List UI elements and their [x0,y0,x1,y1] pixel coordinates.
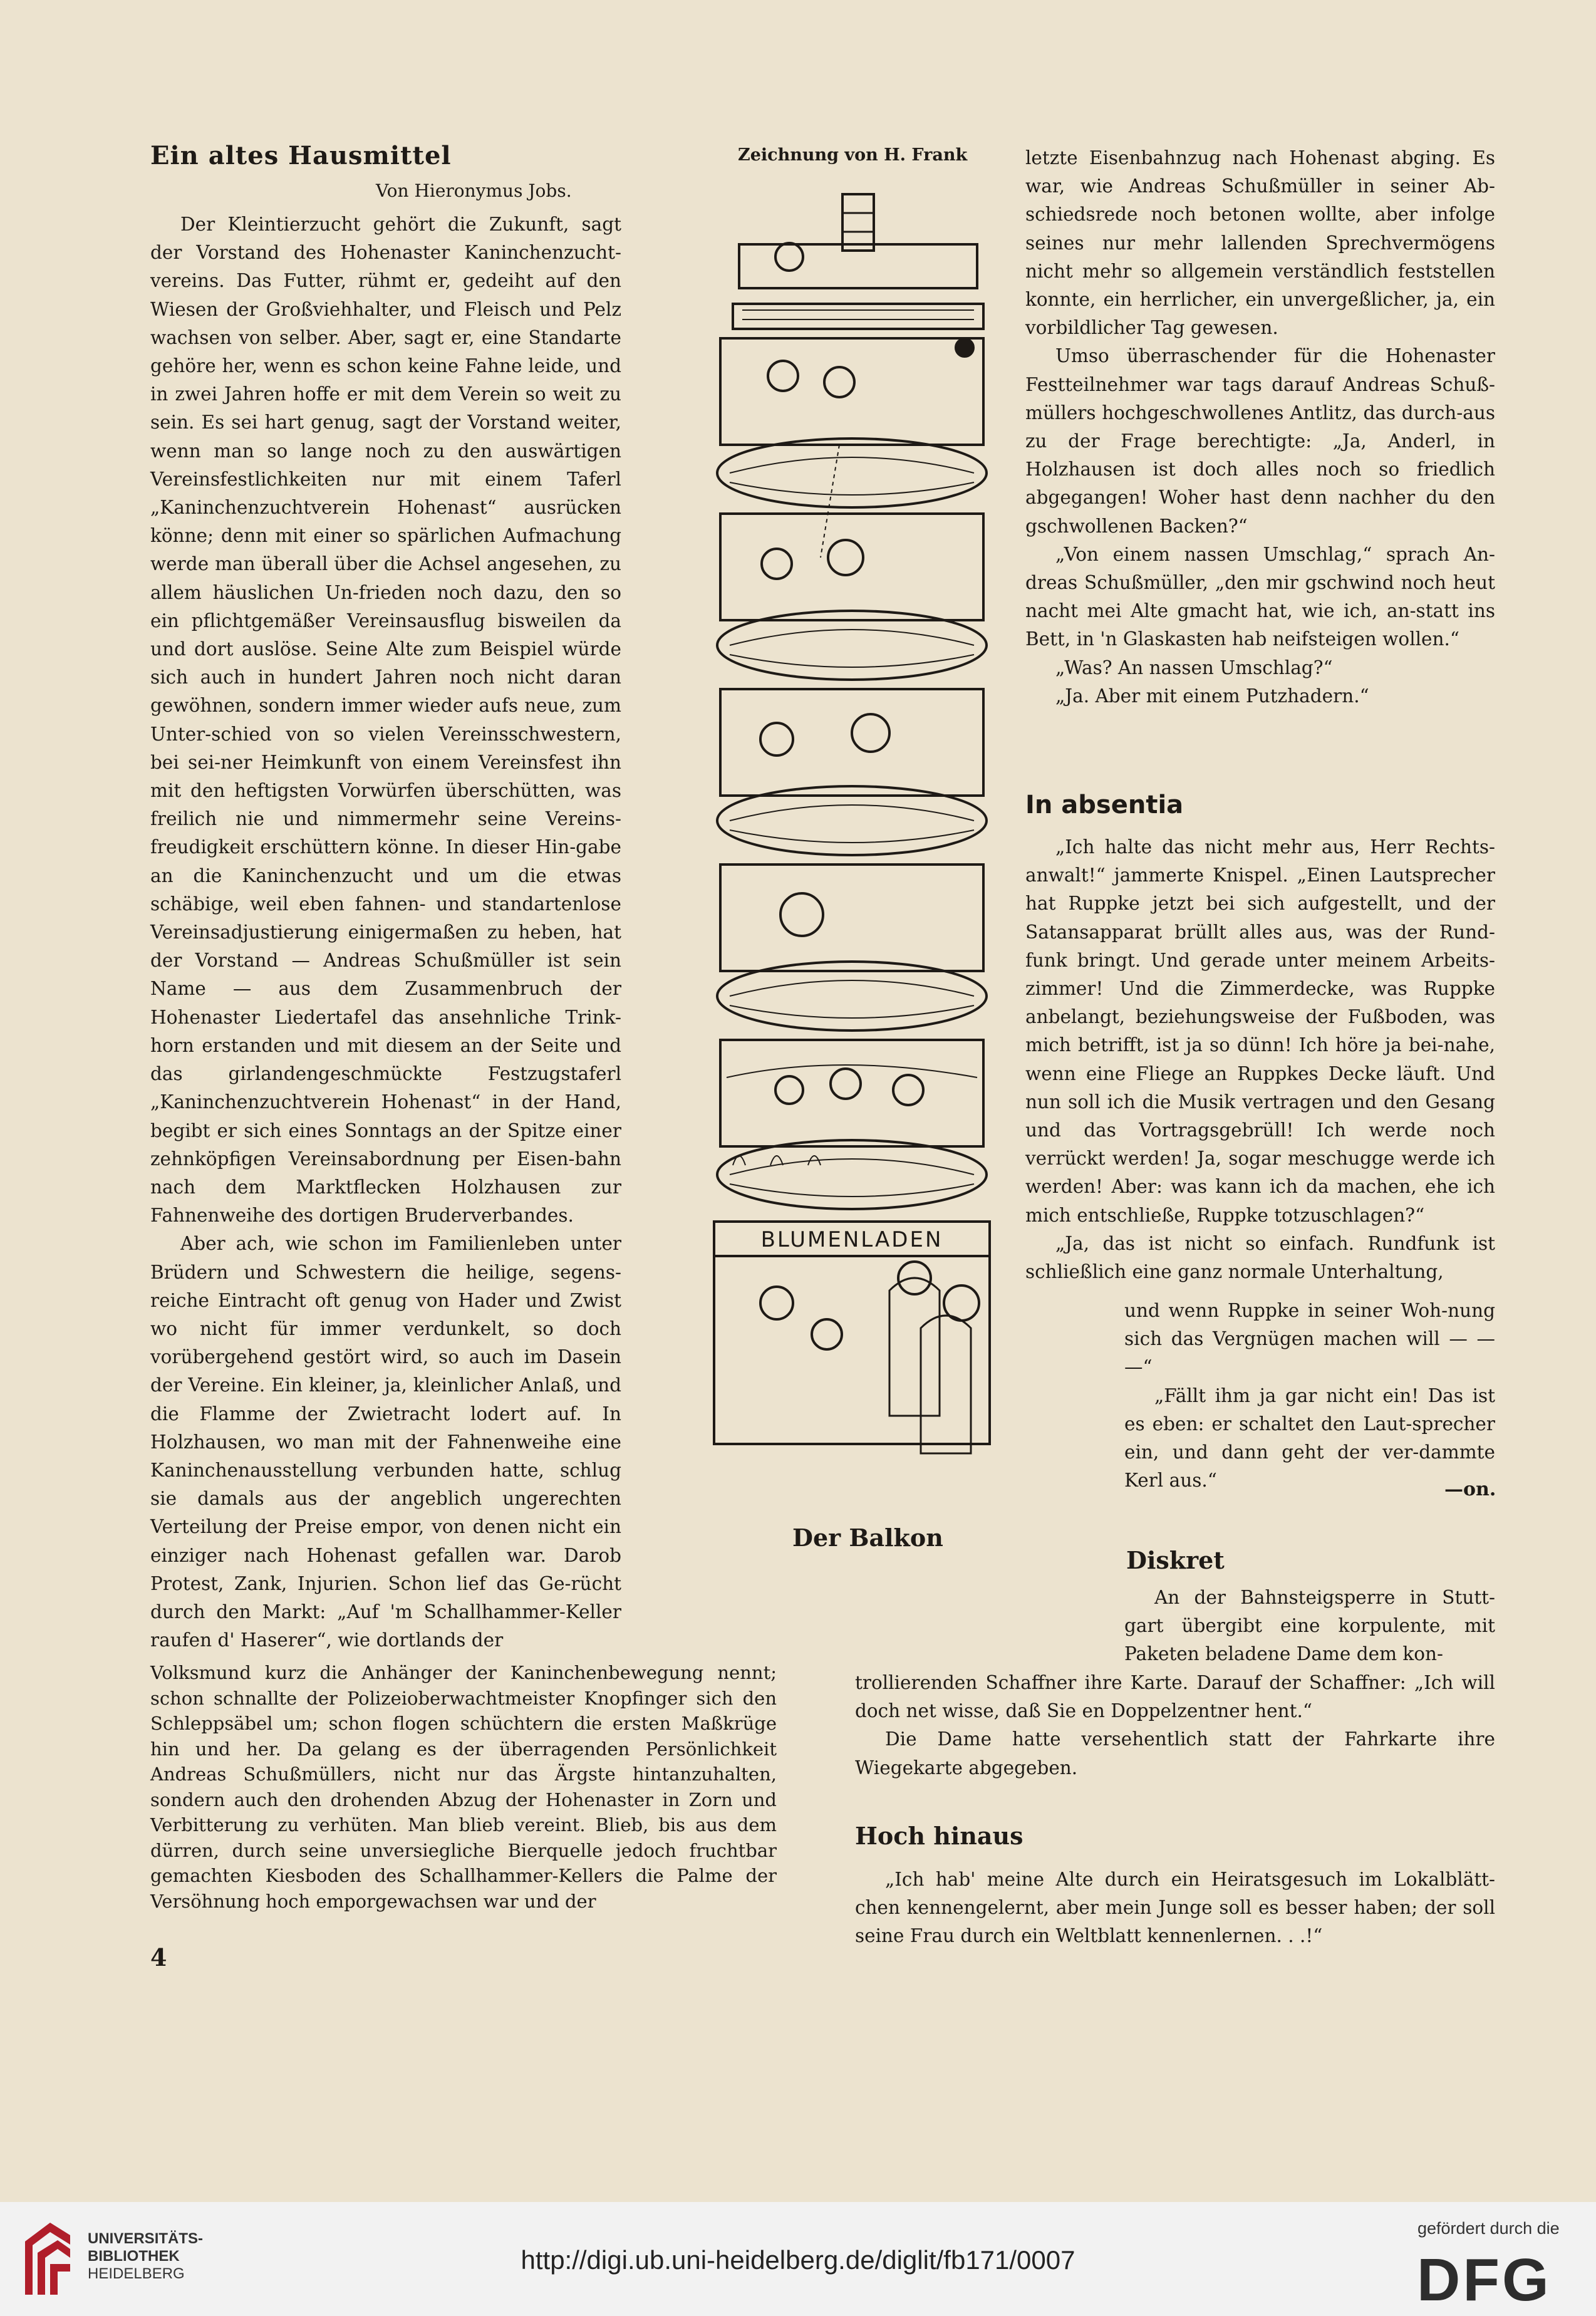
balcony-floor-2 [720,514,983,620]
paragraph: Umso überraschender für die Hohenaster Festteilnehmer war tags darauf Andreas Schuß-müllers hochgeschwollenes Antlitz, das durch-aus zu der Frage berechtigte: „Ja, Anderl, in Holzhausen ist doch alles noch so friedlich abgegangen! Woher hast denn nachher du den gschwollenen Backen?“ [1025,345,1495,537]
article-bottom-continuation [150,1660,777,1914]
article-title: Diskret [1126,1546,1225,1574]
balcony-floor-5 [720,1040,983,1146]
article-in-absentia-narrow [1124,1297,1495,1495]
paragraph: Die Dame hatte versehentlich statt der Fahrkarte ihre Wiegekarte abgegeben. [855,1728,1495,1779]
balcony-floor-4 [720,865,983,971]
illustration-caption: Der Balkon [792,1524,943,1552]
paragraph: „Fällt ihm ja gar nicht ein! Das ist es eben: er schaltet den Laut-sprecher ein, und dann geht der ver-dammte Kerl aus.“ [1124,1384,1495,1492]
article-signature: —on. [1444,1478,1496,1500]
library-name-line: UNIVERSITÄTS- [88,2230,204,2247]
article-byline: Von Hieronymus Jobs. [376,180,572,201]
paragraph: „Ich halte das nicht mehr aus, Herr Rechts-anwalt!“ jammerte Knispel. „Einen Lautsprecher hat Ruppke jetzt bei sich aufgestellt, und der Satansapparat brüllt alles aus, was der Rund-funk bringt. Und gerade unter meinem Arbeits-zimmer! Und die Zimmerdecke, was Ruppke anbelangt, beziehungsweise der Fußboden, was mich betrifft, ist ja so dünn! Ich höre ja bei-nahe, wenn eine Fliege an Ruppkes Decke läuft. Und nun soll ich die Musik vertragen und den Gesang und das Vortragsgebrüll! Ich werde noch verrückt werden! Ja, sogar meschugge werde ich werden! Aber: was kann ich da machen, ehe ich mich entschließe, Ruppke totzuschlagen?“ [1025,836,1495,1226]
library-name-line: BIBLIOTHEK [88,2248,180,2265]
paragraph: trollierenden Schaffner ihre Karte. Darauf der Schaffner: „Ich will doch net wisse, daß Sie en Doppelzentner hent.“ [855,1672,1495,1722]
dfg-logo: DFG [1417,2246,1552,2313]
paragraph: „Ja, das ist nicht so einfach. Rundfunk ist schließlich eine ganz normale Unterhaltung, [1025,1232,1495,1283]
article-column-right [1025,144,1495,710]
paragraph: letzte Eisenbahnzug nach Hohenast abging. Es war, wie Andreas Schußmüller in seiner Ab-schiedsrede noch betonen wollte, aber infolge seines nur mehr lallenden Sprechvermögens nicht mehr so allgemein verständlich feststellen konnte, ein herrlicher, ein unvergeßlicher, ja, ein vorbildlicher Tag gewesen. [1025,147,1495,339]
article-column-left [150,210,621,1654]
article-title: In absentia [1025,791,1184,819]
paragraph: „Was? An nassen Umschlag?“ [1055,657,1333,678]
document-url-link[interactable]: http://digi.ub.uni-heidelberg.de/diglit/fb171/0007 [521,2245,1075,2275]
article-diskret-wide [855,1669,1495,1782]
paragraph: „Ich hab' meine Alte durch ein Heiratsgesuch im Lokalblätt-chen kennengelernt, aber mein Junge soll es besser haben; der soll seine Frau durch ein Weltblatt kennenlernen. . .!“ [855,1869,1495,1947]
sponsor-label: gefördert durch die [1417,2219,1560,2238]
paragraph: Volksmund kurz die Anhänger der Kaninchenbewegung nennt; schon schnallte der Polizeioberwachtmeister Knopfinger sich den Schleppsäbel um; schon flogen schüchtern die ersten Maßkrüge hin und her. Da gelang es der überragenden Persönlichkeit Andreas Schußmüllers, nicht nur das Ärgste hintanzuhalten, sondern auch den drohenden Abzug der Hohenaster in Zorn und Verbitterung zu verhüten. Man blieb vereint. Blieb, bis aus dem dürren, durch seine unversiegliche Bierquelle jedoch fruchtbar gemachten Kiesboden des Schallhammer-Kellers die Palme der Versöhnung hoch emporgewachsen war und der [150,1662,777,1912]
balcony-illustration [683,188,1052,1516]
paragraph: und wenn Ruppke in seiner Woh-nung sich das Vergnügen machen will — — —“ [1124,1300,1495,1378]
shop-sign-text: BLUMENLADEN [760,1227,943,1252]
article-diskret-narrow [1124,1584,1495,1669]
cushion-shape [717,439,987,507]
cornice-shape [733,304,983,329]
illustration-credit: Zeichnung von H. Frank [738,145,968,165]
shop-front [714,1256,990,1444]
library-name-line: HEIDELBERG [88,2265,185,2282]
article-title: Ein altes Hausmittel [150,141,452,170]
article-title: Hoch hinaus [855,1822,1023,1850]
article-in-absentia [1025,833,1495,1286]
page-number: 4 [150,1943,167,1971]
paragraph: An der Bahnsteigsperre in Stutt-gart übergibt eine korpulente, mit Paketen beladene Dame dem kon- [1124,1587,1495,1665]
paragraph: Der Kleintierzucht gehört die Zukunft, sagt der Vorstand des Hohenaster Kaninchenzucht-vereins. Das Futter, rühmt er, gedeiht auf den Wiesen der Großviehhalter, und Fleisch und Pelz wachsen von selber. Aber, sagt er, eine Standarte gehöre her, wenn es schon keine Fahne leide, und in zwei Jahren hoffe er mit dem Verein so weit zu sein. Es sei hart genug, sagt der Vorstand weiter, wenn man so lange noch zu den auswärtigen Vereinsfestlichkeiten nur mit einem Taferl „Kaninchenzuchtverein Hohenast“ ausrücken könne; denn mit einer so spärlichen Aufmachung werde man überall über die Achsel angesehen, zu allem häuslichen Un-frieden noch dazu, den so ein pflichtgemäßer Vereinsausflug bisweilen da und dort auslöse. Seine Alte zum Beispiel würde sich auch in hundert Jahren noch nicht daran gewöhnen, sondern immer wieder aufs neue, zum Unter-schied von so vielen Vereinsschwestern, bei sei-ner Heimkunft von einem Vereinsfest ihn mit den heftigsten Vorwürfen überschütten, was freilich nie und nimmermehr seine Vereins-freudigkeit erschüttern könne. In dieser Hin-gabe an die Kaninchenzucht und um die etwas schäbige, weil eben fahnen- und standartenlose Vereinsadjustierung einigermaßen zu heben, hat der Vorstand — Andreas Schußmüller ist sein Name — aus dem Zusammenbruch der Hohenaster Liedertafel das ansehnliche Trink-horn erstanden und mit diesem an der Seite und das girlandengeschmückte Festzugstaferl „Kaninchenzuchtverein Hohenast“ in der Hand, begibt er sich eines Sonntags an der Spitze einer zehnköpfigen Vereinsabordnung per Eisen-bahn nach dem Marktflecken Holzhausen zur Fahnenweihe des dortigen Bruderverbandes. [150,214,621,1227]
paragraph: „Von einem nassen Umschlag,“ sprach An-dreas Schußmüller, „den mir gschwind noch heut nacht mei Alte gmacht hat, wie ich, an-statt ins Bett, in 'n Glaskasten hab neifsteigen wollen.“ [1025,543,1495,650]
article-hoch-hinaus [855,1866,1495,1951]
paragraph: Aber ach, wie schon im Familienleben unter Brüdern und Schwestern die heilige, segens-reiche Eintracht oft genug von Hader und Zwist wo nicht für immer verdunkelt, so doch vorübergehend gestört wird, so auch im Dasein der Vereine. Ein kleiner, ja, kleinlicher Anlaß, und die Flamme der Zwietracht lodert auf. In Holzhausen, wo man mit der Fahnenweihe eine Kaninchenausstellung verbunden hatte, schlug sie damals aus der angeblich ungerechten Verteilung der Preise empor, von denen nicht ein einziger nach Hohenast gefallen war. Darob Protest, Zank, Injurien. Schon lief das Ge-rücht durch den Markt: „Auf 'm Schallhammer-Keller raufen d' Haserer“, wie dortlands der [150,1233,621,1651]
chimney-shape [842,194,874,251]
paragraph: „Ja. Aber mit einem Putzhadern.“ [1055,685,1369,707]
